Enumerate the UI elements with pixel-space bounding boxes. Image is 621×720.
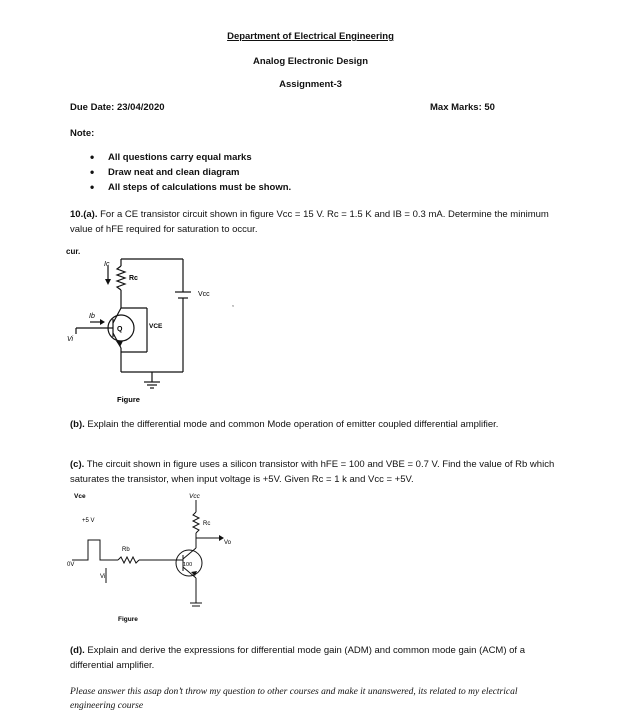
course-title: Analog Electronic Design xyxy=(252,56,369,67)
rc-label: Rc xyxy=(129,275,138,282)
rc-fig-label: Rc xyxy=(203,521,211,527)
rb-label: Rb xyxy=(122,547,130,553)
vi-label: Vi xyxy=(67,336,74,343)
note-list xyxy=(90,150,291,195)
ov-label: 0V xyxy=(67,562,75,568)
vcc-label: Vcc xyxy=(198,291,210,298)
question-number: 10.(a). xyxy=(70,209,98,220)
question-10a xyxy=(70,207,560,237)
vi-fig-label: Vi xyxy=(100,574,106,580)
question-text: Explain and derive the expressions for differential mode gain (ADM) and common mode gain (ACM) of a differential amplifier. xyxy=(70,645,525,671)
hfe-label: 100 xyxy=(183,562,193,568)
note-item: • Draw neat and clean diagram xyxy=(90,165,291,180)
vce-fig-label: Vce xyxy=(74,493,86,500)
q-label: Q xyxy=(117,326,123,333)
question-number: (b). xyxy=(70,419,85,430)
note-title: Note: xyxy=(70,128,95,139)
vcc-fig-label: Vcc xyxy=(189,493,200,500)
question-text: For a CE transistor circuit shown in figure Vcc = 15 V. Rc = 1.5 K and IB = 0.3 mA. Determine the minimum value of hFE required for saturation to occur. xyxy=(70,209,549,235)
vce-label: VCE xyxy=(149,323,163,330)
note-item: • All questions carry equal marks xyxy=(90,150,291,165)
figure-caption: Figure xyxy=(118,616,138,623)
max-marks: Max Marks: 50 xyxy=(430,102,495,113)
text-fragment: cur. xyxy=(66,247,81,256)
v5-label: +5 V xyxy=(82,518,95,524)
footer-request: Please answer this asap don’t throw my question to other courses and make it unanswered, its related to my electrical engineering course xyxy=(70,687,518,711)
ce-circuit-figure xyxy=(62,252,272,407)
question-number: (d). xyxy=(70,645,85,656)
question-10c xyxy=(70,457,560,487)
dot-mark: , xyxy=(232,301,234,308)
ic-label: Ic xyxy=(104,261,110,268)
due-date: Due Date: 23/04/2020 xyxy=(70,102,165,113)
question-text: The circuit shown in figure uses a silicon transistor with hFE = 100 and VBE = 0.7 V. Find the value of Rb which saturates the transistor, when input voltage is +5V. Given Rc = 1 k and Vcc = +5V. xyxy=(70,459,555,485)
ib-label: Ib xyxy=(89,313,95,320)
switch-circuit-figure xyxy=(66,488,246,623)
question-10b xyxy=(70,417,560,432)
vo-label: Vo xyxy=(224,540,232,546)
note-item: • All steps of calculations must be shown. xyxy=(90,180,291,195)
figure-caption: Figure xyxy=(117,395,140,404)
department-title: Department of Electrical Engineering xyxy=(227,31,394,42)
question-text: Explain the differential mode and common Mode operation of emitter coupled differential amplifier. xyxy=(84,419,499,430)
question-number: (c). xyxy=(70,459,85,470)
assignment-title: Assignment-3 xyxy=(279,79,342,90)
question-10d xyxy=(70,643,560,673)
